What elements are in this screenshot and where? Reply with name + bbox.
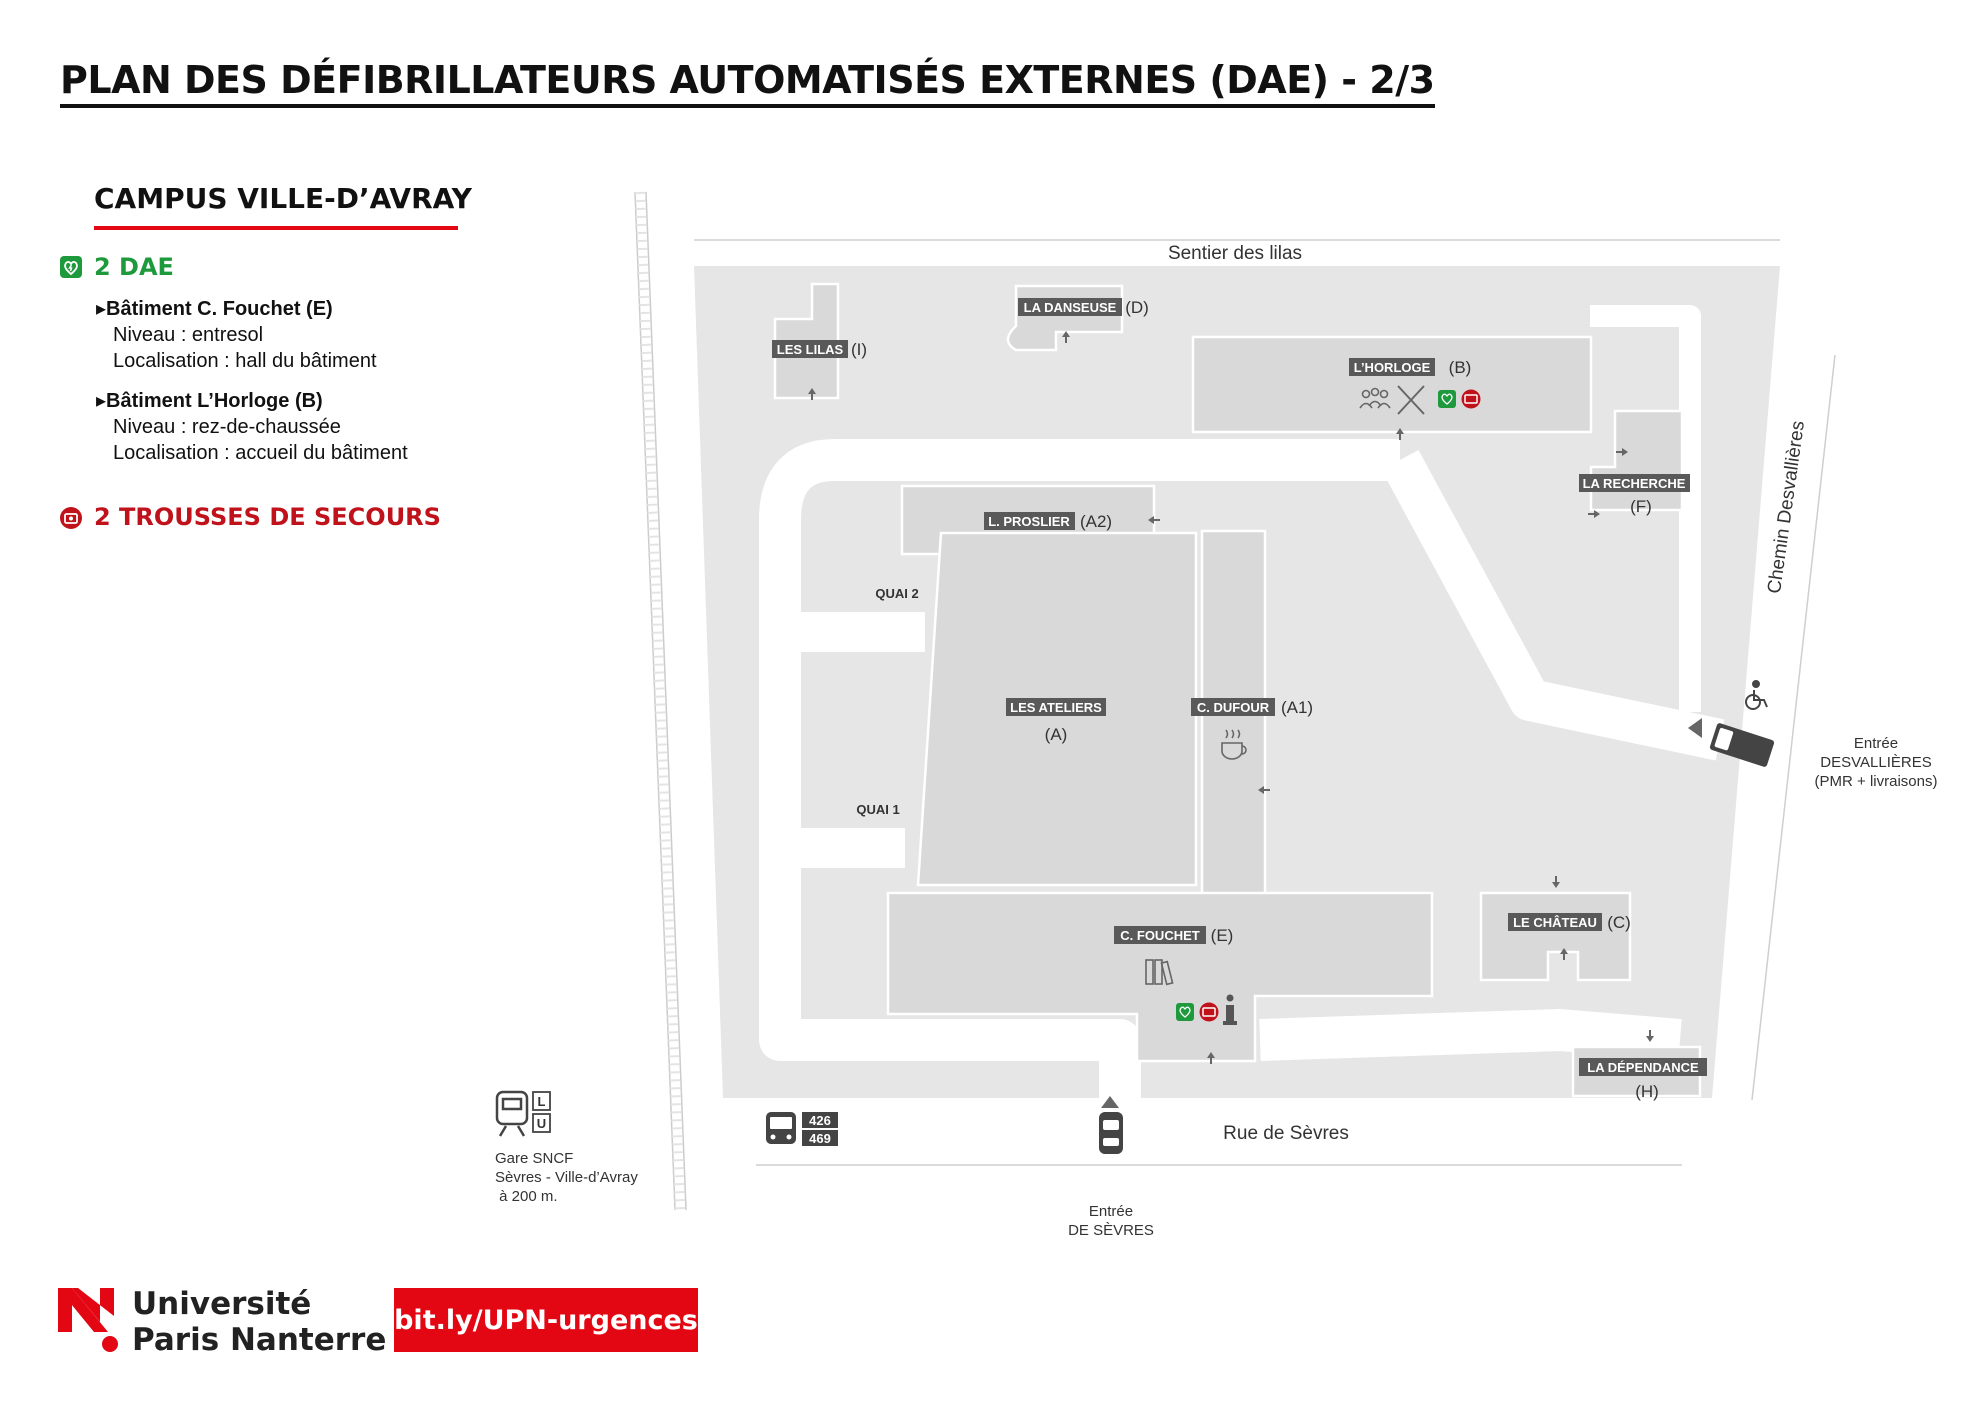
- svg-text:Gare SNCF: Gare SNCF: [495, 1150, 574, 1167]
- campus-title: CAMPUS VILLE-D’AVRAY: [94, 182, 472, 215]
- dae-location-place: Localisation : hall du bâtiment: [113, 350, 377, 372]
- building-code: (C): [1607, 913, 1631, 932]
- svg-text:L: L: [537, 1094, 546, 1109]
- university-name-line: Paris Nanterre: [132, 1322, 387, 1358]
- building-code: (A1): [1280, 698, 1314, 717]
- svg-text:DE SÈVRES: DE SÈVRES: [1068, 1222, 1154, 1239]
- entrance-south-label: [1068, 1203, 1154, 1239]
- svg-text:426: 426: [809, 1113, 831, 1128]
- building-tag: LE CHÂTEAU: [1513, 915, 1597, 930]
- first-aid-heading: 2 TROUSSES DE SECOURS: [94, 503, 441, 531]
- dae-location-name: ▸ Bâtiment L’Horloge (B): [96, 388, 408, 414]
- building-code: (D): [1125, 298, 1149, 317]
- bus-lines: [802, 1112, 838, 1146]
- building-tag: L’HORLOGE: [1353, 360, 1431, 375]
- dae-heading: 2 DAE: [94, 253, 174, 281]
- dae-location-place: Localisation : accueil du bâtiment: [113, 442, 408, 464]
- building-tag: LES ATELIERS: [1010, 700, 1102, 715]
- car-icon: [1099, 1112, 1123, 1154]
- building-tag: C. FOUCHET: [1120, 928, 1200, 943]
- building-horloge: [1193, 337, 1591, 432]
- svg-text:DESVALLIÈRES: DESVALLIÈRES: [1820, 754, 1932, 771]
- svg-text:U: U: [536, 1116, 547, 1131]
- first-aid-kit-icon: [1200, 1003, 1219, 1022]
- entrance-east-label: [1815, 735, 1938, 790]
- svg-text:(PMR + livraisons): (PMR + livraisons): [1814, 773, 1938, 790]
- building-code: (I): [850, 340, 868, 359]
- building-code: (B): [1448, 358, 1472, 377]
- svg-text:Entrée: Entrée: [1088, 1203, 1134, 1220]
- university-logo: [58, 1288, 124, 1352]
- dae-location-level: Niveau : entresol: [113, 324, 264, 346]
- page-title: PLAN DES DÉFIBRILLATEURS AUTOMATISÉS EXTERNES (DAE) - 2/3: [60, 58, 1435, 108]
- building-code: (F): [1630, 497, 1652, 516]
- building-tag: LA RECHERCHE: [1582, 476, 1686, 491]
- dae-location-name: ▸ Bâtiment C. Fouchet (E): [96, 296, 377, 322]
- quai-label: QUAI 2: [875, 586, 919, 601]
- svg-text:Sèvres - Ville-d’Avray: Sèvres - Ville-d’Avray: [495, 1169, 638, 1186]
- building-tag: LA DANSEUSE: [1023, 300, 1117, 315]
- aed-icon: [1176, 1003, 1194, 1021]
- university-name: [132, 1286, 386, 1358]
- building-tag: LA DÉPENDANCE: [1587, 1060, 1699, 1075]
- building-code: (E): [1210, 926, 1234, 945]
- building-tag: C. DUFOUR: [1196, 700, 1270, 715]
- dae-location-level: Niveau : rez-de-chaussée: [113, 416, 341, 438]
- urgences-link[interactable]: bit.ly/UPN-urgences: [394, 1288, 698, 1352]
- building-tag: LES LILAS: [776, 342, 844, 357]
- quai-label: QUAI 1: [856, 802, 900, 817]
- svg-text:469: 469: [809, 1131, 831, 1146]
- svg-text:Entrée: Entrée: [1853, 735, 1899, 752]
- wheelchair-icon: [1746, 681, 1767, 709]
- first-aid-kit-icon: [1462, 390, 1481, 409]
- building-tag: L. PROSLIER: [988, 514, 1070, 529]
- building-code: (A): [1044, 725, 1068, 744]
- street-south: Rue de Sèvres: [1223, 1123, 1349, 1144]
- train-icon: [497, 1092, 527, 1136]
- building-code: (A2): [1079, 512, 1113, 531]
- railway: [635, 192, 686, 1210]
- station-label: [495, 1150, 638, 1205]
- university-name-line: Université: [132, 1286, 312, 1322]
- svg-text:à 200 m.: à 200 m.: [495, 1188, 558, 1205]
- street-east: Chemin Desvallières: [1764, 419, 1810, 595]
- aed-icon: [1438, 390, 1456, 408]
- street-north: Sentier des lilas: [1167, 243, 1303, 264]
- train-lines: [533, 1092, 550, 1132]
- bus-icon: [766, 1112, 796, 1144]
- building-code: (H): [1635, 1082, 1659, 1101]
